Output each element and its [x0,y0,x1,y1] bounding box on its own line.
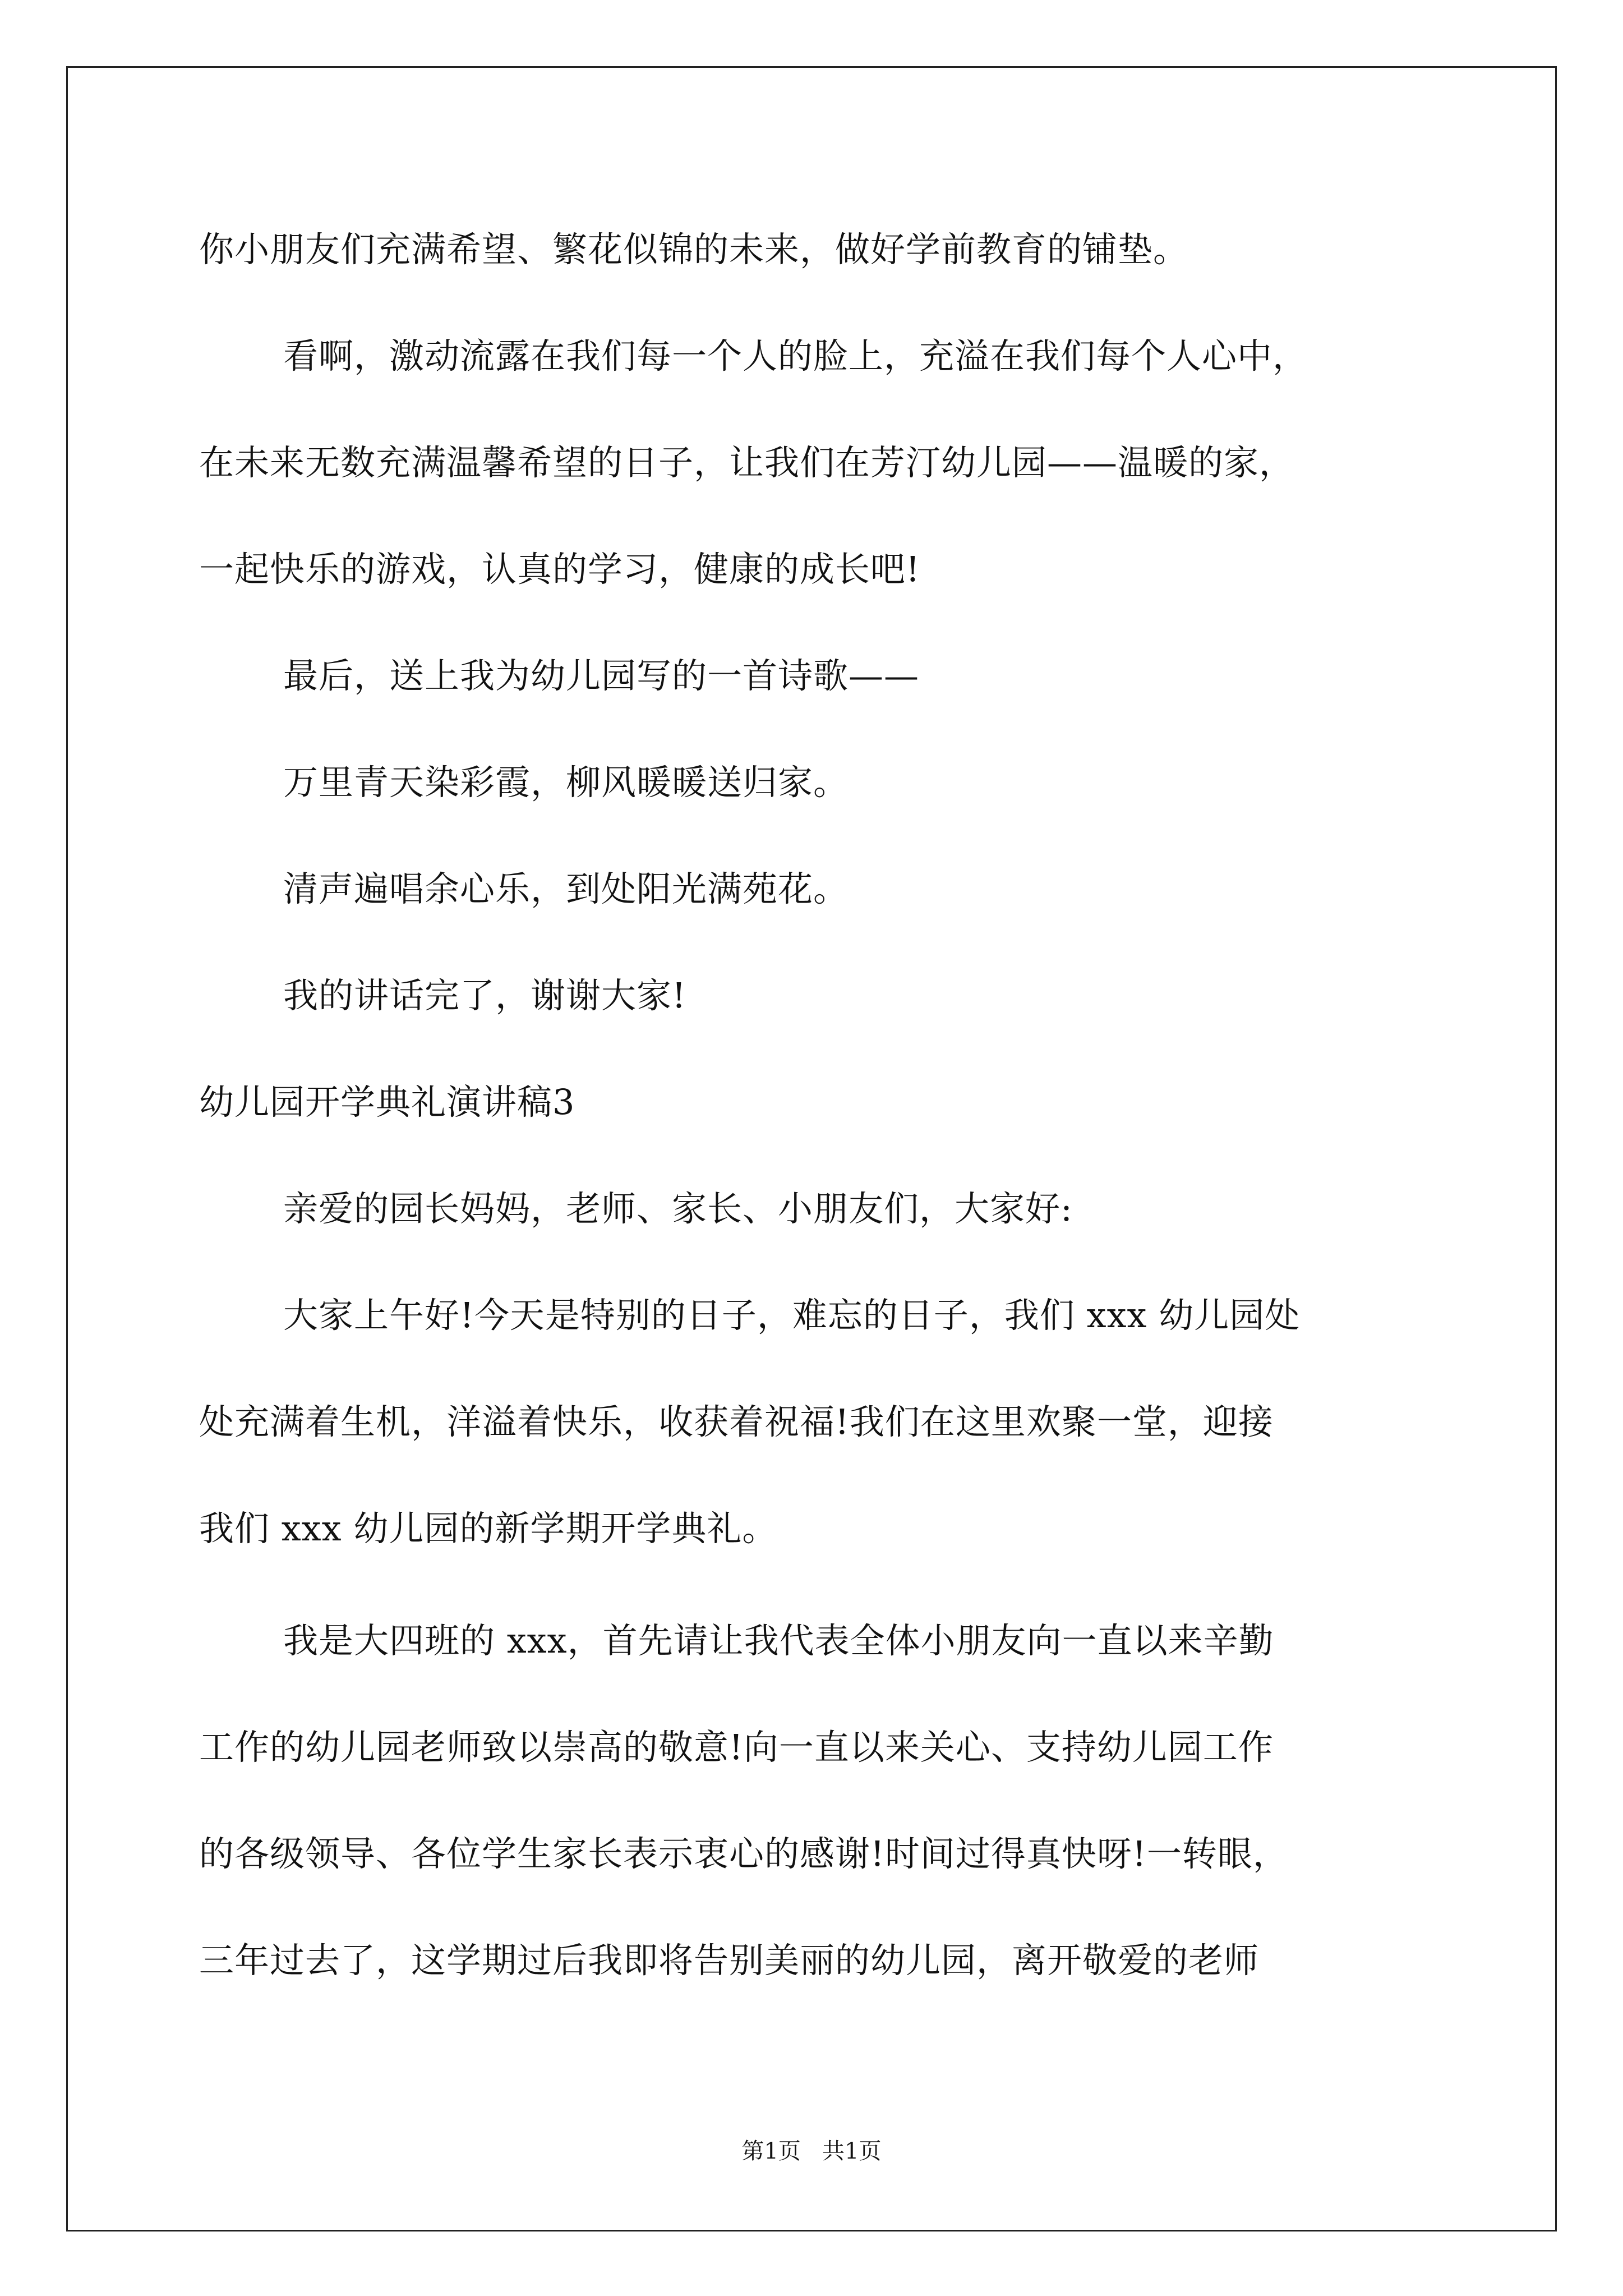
greeting-line: 亲爱的园长妈妈，老师、家长、小朋友们，大家好: [283,1188,1073,1229]
text-line: 处充满着生机，洋溢着快乐，收获着祝福!我们在这里欢聚一堂，迎接 [199,1401,1274,1442]
page-border [66,66,1557,2231]
section-heading: 幼儿园开学典礼演讲稿3 [199,1082,575,1122]
text-line: 你小朋友们充满希望、繁花似锦的未来，做好学前教育的铺垫。 [199,229,1189,270]
text-line: 工作的幼儿园老师致以崇高的敬意!向一直以来关心、支持幼儿园工作 [199,1727,1274,1768]
page-footer: 第1页 共1页 [741,2138,882,2164]
text-line: 最后，送上我为幼儿园写的一首诗歌—— [283,655,920,696]
text-line: 的各级领导、各位学生家长表示衷心的感谢!时间过得真快呀!一转眼， [199,1833,1288,1874]
text-line: 一起快乐的游戏，认真的学习，健康的成长吧! [199,549,920,590]
text-line: 在未来无数充满温馨希望的日子，让我们在芳汀幼儿园——温暖的家， [199,442,1295,483]
text-line: 三年过去了，这学期过后我即将告别美丽的幼儿园，离开敬爱的老师 [199,1940,1260,1981]
text-line: 我们 xxx 幼儿园的新学期开学典礼。 [199,1508,778,1549]
text-line: 我的讲话完了，谢谢大家! [283,975,686,1016]
poem-line: 万里青天染彩霞，柳风暖暖送归家。 [283,762,849,803]
text-line: 看啊，激动流露在我们每一个人的脸上，充溢在我们每个人心中， [283,335,1308,376]
text-line: 我是大四班的 xxx，首先请让我代表全体小朋友向一直以来辛勤 [283,1620,1274,1661]
text-line: 大家上午好!今天是特别的日子，难忘的日子，我们 xxx 幼儿园处 [283,1295,1301,1336]
poem-line: 清声遍唱余心乐，到处阳光满苑花。 [283,868,849,909]
